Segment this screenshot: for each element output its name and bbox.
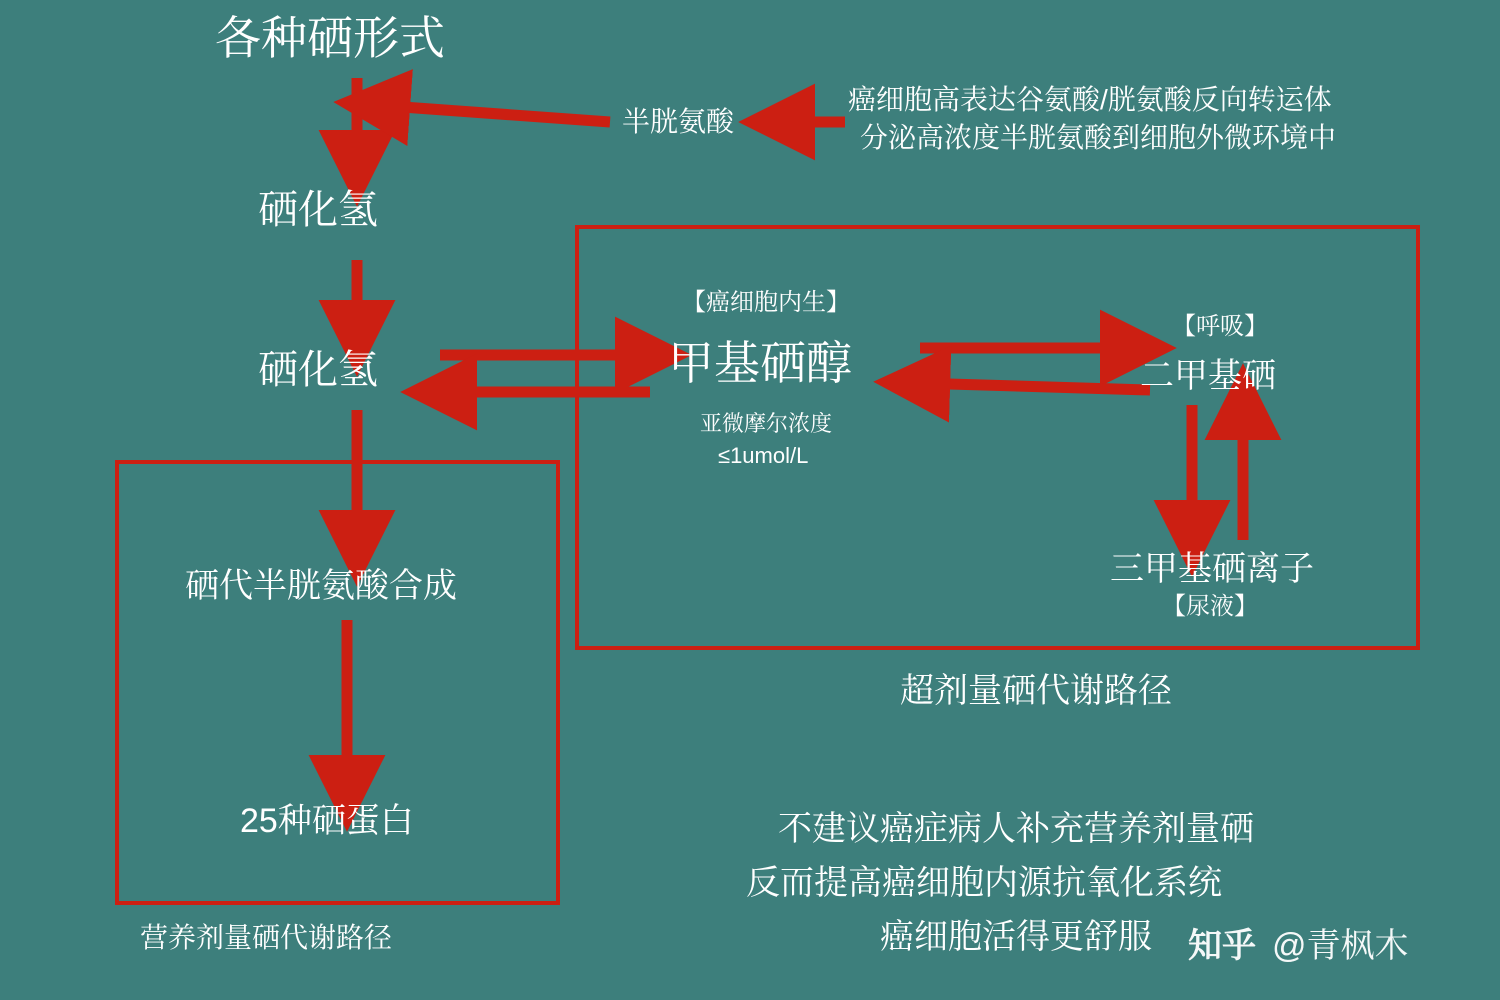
zhihu-logo: 知乎 xyxy=(1188,927,1256,965)
node-hydrogen-selenide-2: 硒化氢 xyxy=(258,348,378,392)
label-concentration-line1: 亚微摩尔浓度 xyxy=(700,411,833,436)
node-cysteine: 半胱氨酸 xyxy=(622,106,735,137)
node-dimethyl-selenide: 二甲基硒 xyxy=(1140,357,1276,395)
node-selenocysteine-synthesis: 硒代半胱氨酸合成 xyxy=(185,567,457,605)
conclusion-line2: 反而提高癌细胞内源抗氧化系统 xyxy=(746,864,1222,902)
caption-overdose-pathway: 超剂量硒代谢路径 xyxy=(900,672,1172,710)
note-cancer-cell-transporter-line2: 分泌高浓度半胱氨酸到细胞外微环境中 xyxy=(860,122,1337,153)
conclusion-line3: 癌细胞活得更舒服 xyxy=(880,918,1152,956)
label-respiration: 【呼吸】 xyxy=(1172,313,1268,340)
node-methylselenol: 甲基硒醇 xyxy=(668,337,852,389)
conclusion-line1: 不建议癌症病人补充营养剂量硒 xyxy=(778,810,1254,848)
zhihu-handle: @青枫木 xyxy=(1272,927,1409,965)
label-concentration-line2: ≤1umol/L xyxy=(718,443,809,468)
node-hydrogen-selenide-1: 硒化氢 xyxy=(258,188,378,232)
node-selenoproteins: 25种硒蛋白 xyxy=(240,802,414,840)
label-endogenous: 【癌细胞内生】 xyxy=(682,289,850,316)
label-urine: 【尿液】 xyxy=(1162,593,1258,620)
caption-nutrition-pathway: 营养剂量硒代谢路径 xyxy=(140,922,393,953)
node-selenium-forms: 各种硒形式 xyxy=(215,12,445,64)
note-cancer-cell-transporter-line1: 癌细胞高表达谷氨酸/胱氨酸反向转运体 xyxy=(848,84,1332,115)
node-trimethyl-selenonium: 三甲基硒离子 xyxy=(1110,550,1314,588)
